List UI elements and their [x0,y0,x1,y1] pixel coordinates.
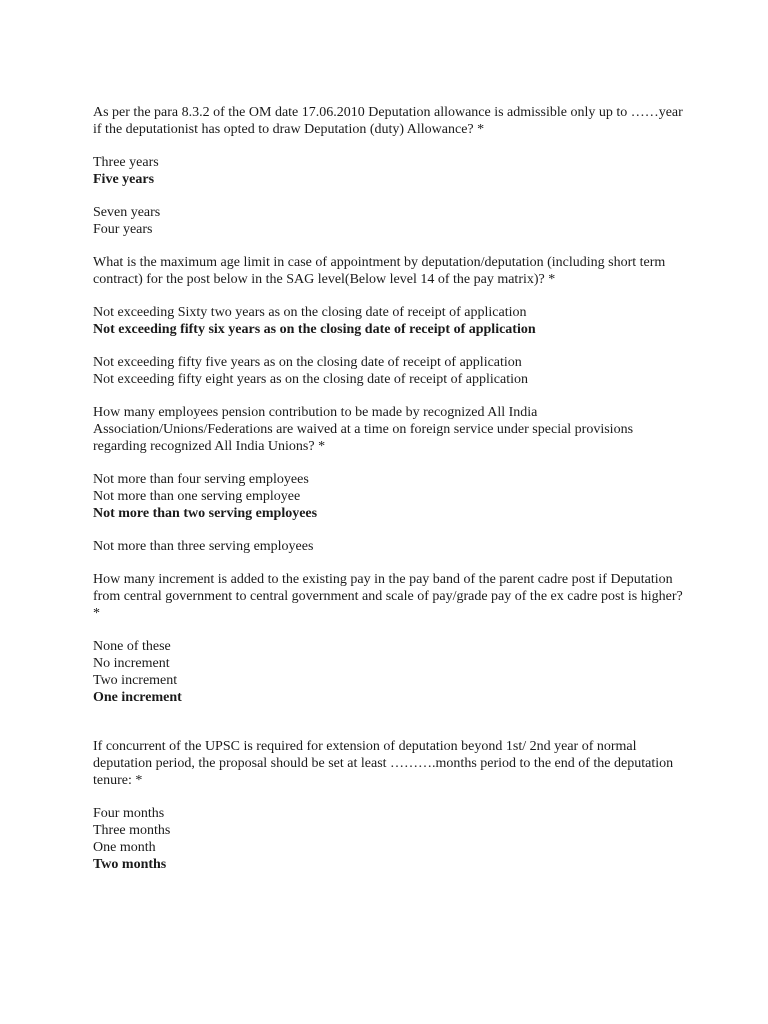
question-text: How many employees pension contribution to be made by recognized All India Association/Unions/Federations are waived at a time on foreign service under special provisions regarding recognized All India Unions? * [93,405,634,454]
options-list [93,304,683,388]
option: Not exceeding fifty eight years as on the closing date of receipt of application [93,372,529,387]
option-answer: Not exceeding fifty six years as on the closing date of receipt of application [93,322,536,337]
question-text: How many increment is added to the existing pay in the pay band of the parent cadre post if Deputation from central government to central government and scale of pay/grade pay of the ex cadre post is higher? * [93,572,683,621]
options-list [93,638,683,722]
option-answer: Five years [93,172,155,187]
option: Three years [93,155,159,170]
option-answer: Two months [93,857,167,872]
option: Not more than four serving employees [93,472,309,487]
question-text: As per the para 8.3.2 of the OM date 17.06.2010 Deputation allowance is admissible only up to ……year if the deputationist has opted to draw Deputation (duty) Allowance? * [93,105,683,137]
option: None of these [93,639,171,654]
option-answer: One increment [93,690,182,705]
option-answer: Not more than two serving employees [93,506,318,521]
option: Four years [93,222,153,237]
option: One month [93,840,156,855]
option: Three months [93,823,171,838]
option: No increment [93,656,170,671]
option: Not exceeding fifty five years as on the closing date of receipt of application [93,355,522,370]
options-list [93,471,683,555]
question-text: What is the maximum age limit in case of appointment by deputation/deputation (including short term contract) for the post below in the SAG level(Below level 14 of the pay matrix)? * [93,255,666,287]
option: Not exceeding Sixty two years as on the closing date of receipt of application [93,305,527,320]
options-list [93,154,683,238]
option: Four months [93,806,165,821]
option: Two increment [93,673,178,688]
options-list [93,805,683,873]
option: Seven years [93,205,161,220]
option: Not more than one serving employee [93,489,301,504]
document-body [93,104,683,889]
question-text: If concurrent of the UPSC is required for extension of deputation beyond 1st/ 2nd year of normal deputation period, the proposal should be set at least ……….months period to the end of the deputation tenure: * [93,739,674,788]
option: Not more than three serving employees [93,539,314,554]
